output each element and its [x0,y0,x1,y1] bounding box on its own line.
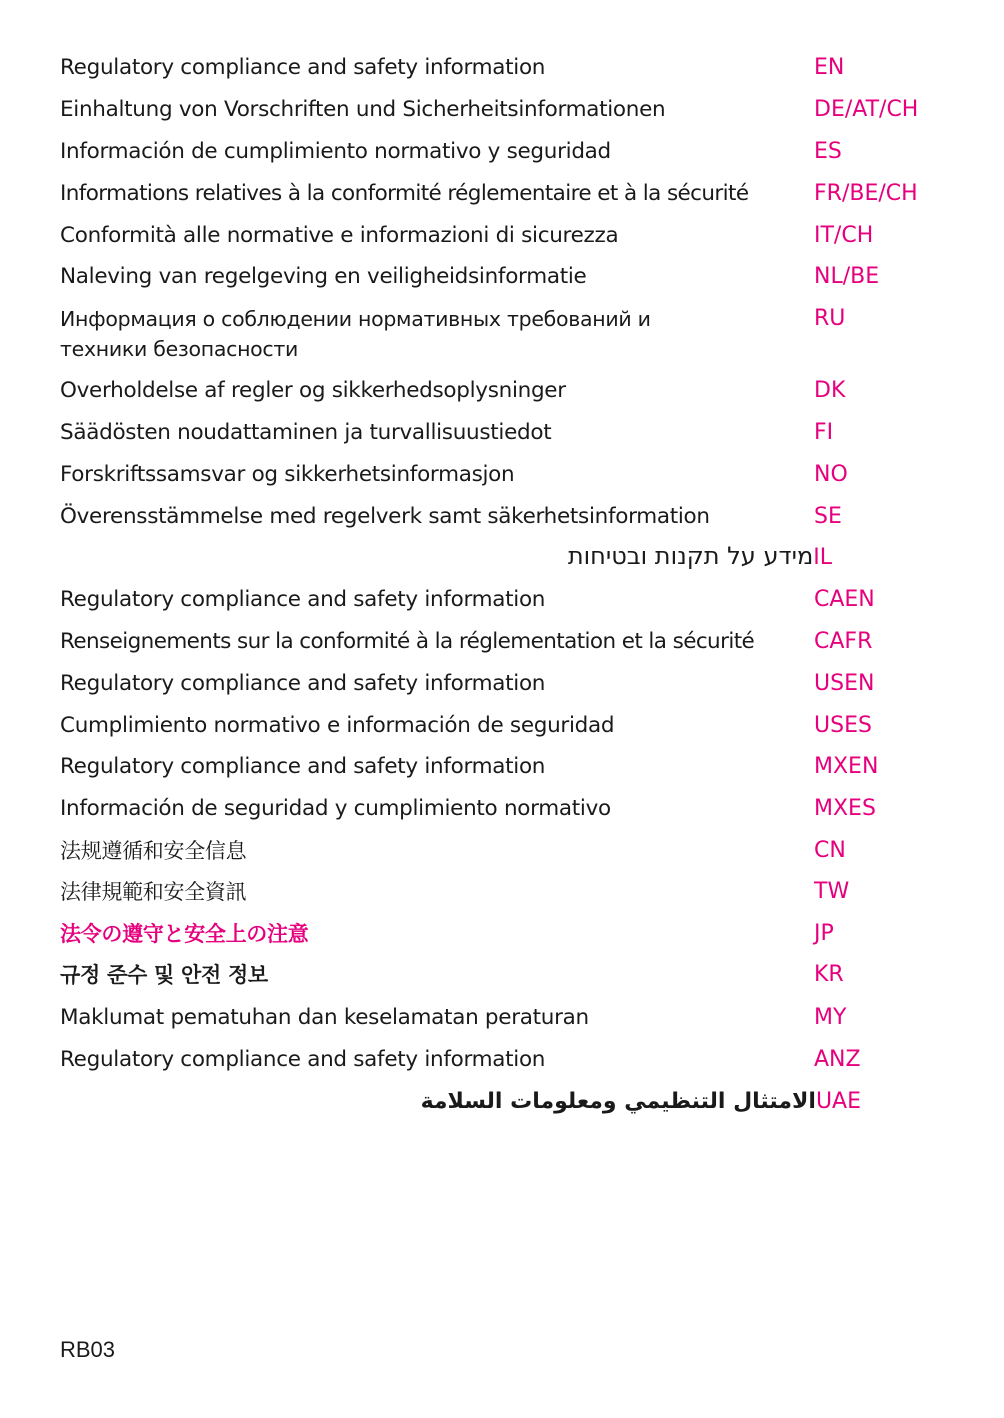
entry-title: Renseignements sur la conformité à la réglementation et la sécurité [60,629,755,654]
region-code: CAEN [814,587,875,612]
entry-title: מידע על תקנות ובטיחות [567,542,814,570]
entry-es [0,137,1004,167]
entry-my [0,1003,1004,1033]
region-code: RU [814,306,846,331]
region-code: SE [814,504,842,529]
region-code: IT/CH [814,223,874,248]
entry-it [0,221,1004,251]
entry-title: Regulatory compliance and safety information [60,754,546,779]
region-code: ANZ [814,1047,861,1072]
entry-title: Cumplimiento normativo e información de seguridad [60,713,615,738]
entry-title: Informations relatives à la conformité réglementaire et à la sécurité [60,181,749,206]
document-code: RB03 [60,1337,116,1362]
entry-no [0,460,1004,490]
region-code: FR/BE/CH [814,181,918,206]
entry-title: Säädösten noudattaminen ja turvallisuustiedot [60,420,552,445]
entry-title: Forskriftssamsvar og sikkerhetsinformasjon [60,462,515,487]
region-code: EN [814,55,845,80]
entry-usen [0,669,1004,699]
entry-de [0,95,1004,125]
entry-il [0,541,1004,571]
entry-jp [0,919,1004,949]
entry-title: Overholdelse af regler og sikkerhedsoplysninger [60,378,566,403]
entry-title: Информация о соблюдении нормативных требований и техники безопасности [60,307,651,361]
entry-fi [0,418,1004,448]
entry-title: Regulatory compliance and safety information [60,587,546,612]
rtl-entry [568,541,832,573]
region-code: USEN [814,671,875,696]
entry-title: Información de cumplimiento normativo y seguridad [60,139,611,164]
entry-uae [0,1087,1004,1117]
entry-title: Regulatory compliance and safety information [60,1047,546,1072]
region-code: TW [814,879,850,904]
region-code: ES [814,139,842,164]
entry-title: 法令の遵守と安全上の注意 [60,922,309,946]
entry-title: Información de seguridad y cumplimiento normativo [60,796,611,821]
region-code: MXES [814,796,876,821]
region-code: NL/BE [814,264,880,289]
entry-mxes [0,794,1004,824]
rtl-entry [421,1087,861,1117]
entry-anz [0,1045,1004,1075]
region-code: DE/AT/CH [814,97,919,122]
region-code: KR [814,962,844,987]
entry-caen [0,585,1004,615]
entry-kr [0,960,1004,990]
entry-se [0,502,1004,532]
entry-title: Överensstämmelse med regelverk samt säkerhetsinformation [60,504,710,529]
region-code: MXEN [814,754,879,779]
region-code: FI [814,420,834,445]
region-code: CAFR [814,629,873,654]
entry-title: Regulatory compliance and safety information [60,671,546,696]
entry-title: Conformità alle normative e informazioni di sicurezza [60,223,619,248]
entry-uses [0,711,1004,741]
entry-title: Einhaltung von Vorschriften und Sicherheitsinformationen [60,97,666,122]
region-code: MY [814,1005,847,1030]
entry-title: Maklumat pematuhan dan keselamatan peraturan [60,1005,589,1030]
entry-ru [0,304,1004,361]
entry-title: 法律規範和安全資訊 [60,880,247,904]
entry-en [0,53,1004,83]
region-code: NO [814,462,848,487]
entry-cafr [0,627,1004,657]
entry-title: 규정 준수 및 안전 정보 [60,963,268,987]
entry-title: Naleving van regelgeving en veiligheidsinformatie [60,264,587,289]
region-code: CN [814,838,846,863]
region-code: UAE [815,1089,861,1114]
entry-nl [0,262,1004,292]
entry-dk [0,376,1004,406]
region-code: JP [814,921,834,946]
entry-title: الامتثال التنظيمي ومعلومات السلامة [420,1089,816,1114]
region-code: IL [813,545,832,570]
region-code: USES [814,713,872,738]
entry-title: Regulatory compliance and safety information [60,55,546,80]
entry-mxen [0,752,1004,782]
entry-title: 法规遵循和安全信息 [60,839,247,863]
entry-cn [0,836,1004,866]
region-code: DK [814,378,846,403]
entry-fr [0,179,1004,209]
entry-tw [0,877,1004,907]
